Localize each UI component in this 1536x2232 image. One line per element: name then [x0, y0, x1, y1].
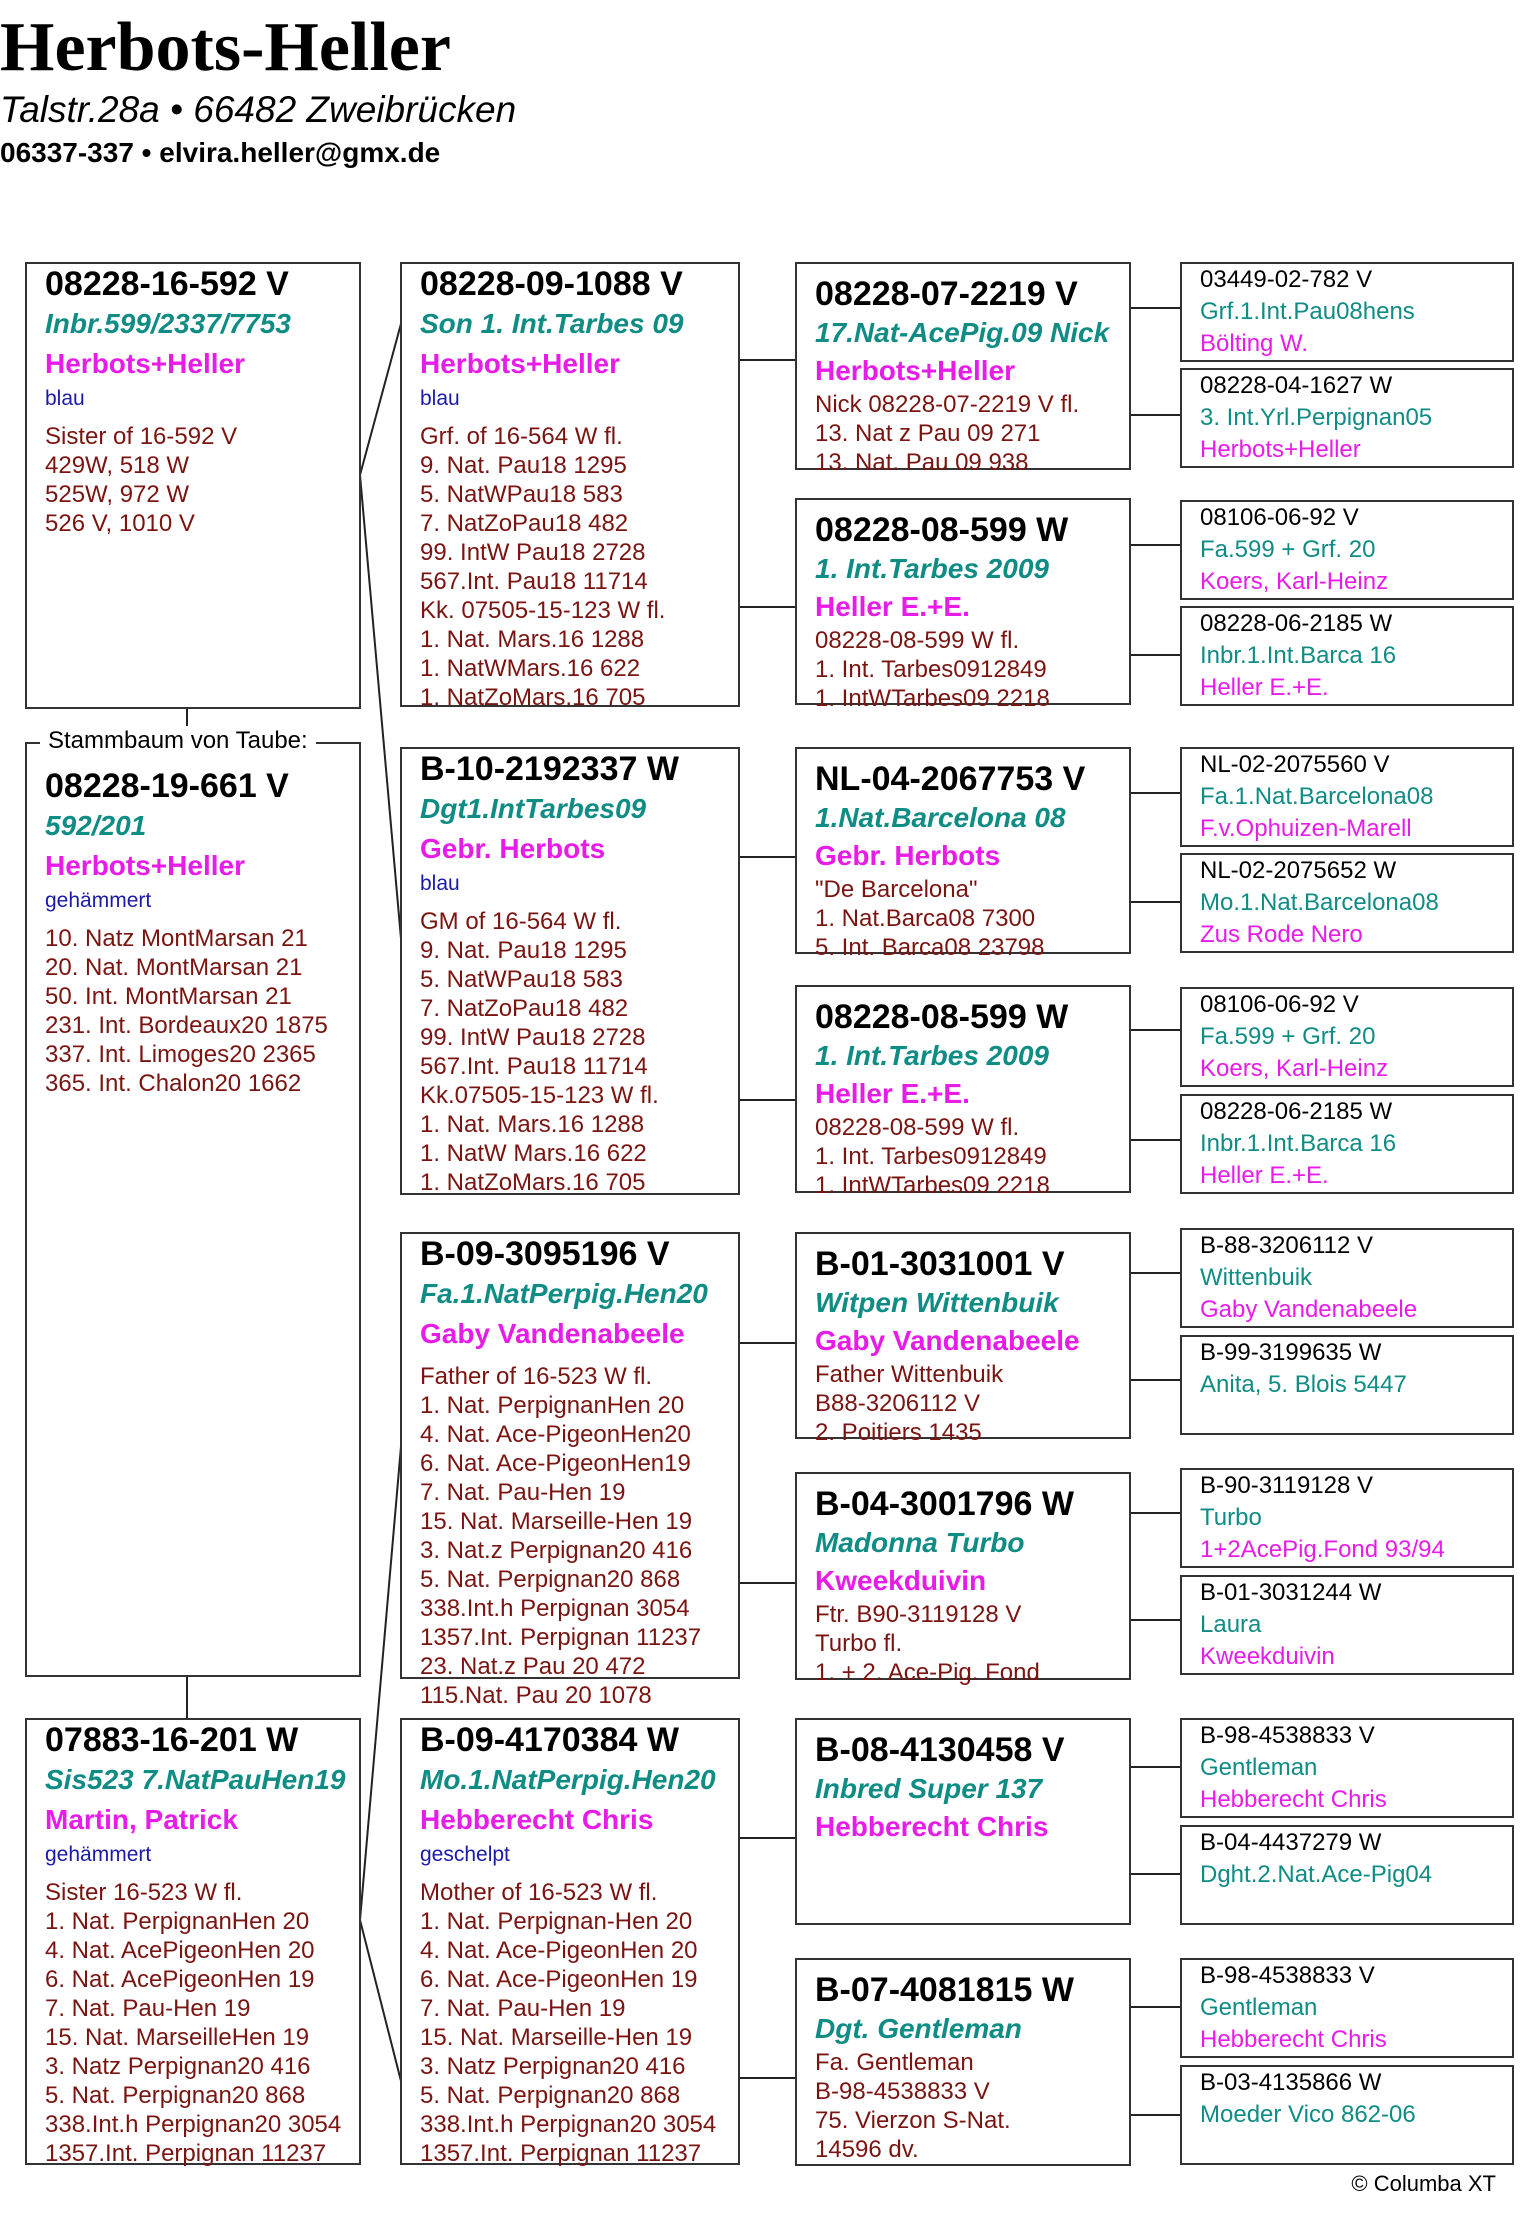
pedigree-note: Fa.1.NatPerpig.Hen20 [420, 1278, 708, 1309]
note-line: 20. Nat. MontMarsan 21 [45, 954, 303, 981]
note-line: 10. Natz MontMarsan 21 [45, 925, 308, 952]
note-line: Kk.07505-15-123 W fl. [420, 1082, 659, 1109]
note-line: 1. Int. Tarbes0912849 [815, 656, 1047, 683]
note-line: Ftr. B90-3119128 V [815, 1601, 1022, 1628]
owner: Herbots+Heller [45, 348, 245, 379]
note-line: 5. Nat. Perpignan20 868 [45, 2082, 306, 2109]
note-line: 1. Nat. Mars.16 1288 [420, 626, 645, 653]
grandparent-card[interactable] [795, 1718, 1131, 1925]
note-line: 337. Int. Limoges20 2365 [45, 1041, 316, 1068]
subject-card[interactable] [25, 742, 361, 1677]
owner: Koers, Karl-Heinz [1200, 1055, 1389, 1082]
note-line: 1. NatZoMars.16 705 [420, 1169, 646, 1196]
pedigree-note: Mo.1.NatPerpig.Hen20 [420, 1764, 716, 1795]
pedigree-note: Dght.2.Nat.Ace-Pig04 [1200, 1861, 1433, 1888]
pedigree-note: Sis523 7.NatPauHen19 [45, 1764, 346, 1795]
ring-number: B-04-4437279 W [1200, 1829, 1382, 1856]
pedigree-note: 17.Nat-AcePig.09 Nick [815, 317, 1110, 348]
owner: Gebr. Herbots [815, 840, 1001, 871]
great-grandparent-card[interactable] [1180, 987, 1514, 1087]
ring-number: NL-04-2067753 V [815, 760, 1086, 798]
note-line: 1. + 2. Ace-Pig. Fond [815, 1659, 1040, 1686]
note-line: 1. Nat. PerpignanHen 20 [420, 1392, 685, 1419]
performance-notes [815, 1360, 1129, 1447]
parent-mother-card[interactable] [400, 747, 740, 1195]
note-line: 23. Nat.z Pau 20 472 [420, 1653, 646, 1680]
great-grandparent-card[interactable] [1180, 1335, 1514, 1435]
owner: Koers, Karl-Heinz [1200, 568, 1389, 595]
great-grandparent-card[interactable] [1180, 368, 1514, 468]
pedigree-note: Madonna Turbo [815, 1527, 1025, 1558]
note-line: 1. IntWTarbes09 2218 [815, 1172, 1050, 1199]
note-line: 5. Nat. Perpignan20 868 [420, 2082, 681, 2109]
note-line: 1357.Int. Perpignan 11237 [420, 2140, 702, 2167]
note-line: 567.Int. Pau18 11714 [420, 1053, 648, 1080]
pedigree-note: Grf.1.Int.Pau08hens [1200, 298, 1415, 325]
owner: Herbots+Heller [420, 348, 620, 379]
note-line: 13. Nat. Pau 09 938 [815, 449, 1029, 476]
performance-notes [815, 626, 1129, 713]
owner: 1+2AcePig.Fond 93/94 [1200, 1536, 1445, 1563]
feather-color: blau [420, 387, 460, 410]
ring-number: 08228-16-592 V [45, 265, 289, 303]
note-line: Grf. of 16-564 W fl. [420, 423, 623, 450]
note-line: Turbo fl. [815, 1630, 903, 1657]
note-line: 115.Nat. Pau 20 1078 [420, 1682, 652, 1709]
pedigree-note: Wittenbuik [1200, 1264, 1313, 1291]
grandparent-card[interactable] [795, 1232, 1131, 1446]
note-line: Fa. Gentleman [815, 2049, 974, 2076]
grandparent-card[interactable] [795, 747, 1131, 961]
great-grandparent-card[interactable] [1180, 853, 1514, 953]
ring-number: B-98-4538833 V [1200, 1962, 1375, 1989]
ring-number: 08228-04-1627 W [1200, 372, 1393, 399]
note-line: Kk. 07505-15-123 W fl. [420, 597, 666, 624]
note-line: 6. Nat. Ace-PigeonHen19 [420, 1450, 691, 1477]
ring-number: B-98-4538833 V [1200, 1722, 1375, 1749]
note-line: 9. Nat. Pau18 1295 [420, 452, 627, 479]
note-line: 338.Int.h Perpignan 3054 [420, 1595, 690, 1622]
note-line: 1. NatZoMars.16 705 [420, 684, 646, 711]
ring-number: B-90-3119128 V [1200, 1472, 1374, 1499]
pedigree-note: Moeder Vico 862-06 [1200, 2101, 1416, 2128]
ring-number: NL-02-2075560 V [1200, 751, 1390, 778]
note-line: 1. Int. Tarbes0912849 [815, 1143, 1047, 1170]
great-grandparent-card[interactable] [1180, 747, 1514, 847]
performance-notes [815, 1600, 1129, 1687]
note-line: 4. Nat. Ace-PigeonHen20 [420, 1421, 691, 1448]
note-line: 231. Int. Bordeaux20 1875 [45, 1012, 328, 1039]
note-line: 15. Nat. Marseille-Hen 19 [420, 1508, 693, 1535]
ring-number: 08228-06-2185 W [1200, 1098, 1393, 1125]
owner: Gaby Vandenabeele [1200, 1296, 1418, 1323]
pedigree-note: 3. Int.Yrl.Perpignan05 [1200, 404, 1433, 431]
ring-number: 08228-19-661 V [45, 767, 289, 805]
sibling-top-card[interactable] [25, 262, 361, 709]
pedigree-note: 1.Nat.Barcelona 08 [815, 802, 1066, 833]
performance-notes [45, 422, 359, 538]
ring-number: B-01-3031001 V [815, 1245, 1065, 1283]
note-line: 1. NatWMars.16 622 [420, 655, 641, 682]
ring-number: 03449-02-782 V [1200, 266, 1373, 293]
grandparent-card[interactable] [795, 262, 1131, 476]
note-line: Father Wittenbuik [815, 1361, 1004, 1388]
note-line: 1. Nat.Barca08 7300 [815, 905, 1036, 932]
ring-number: B-09-3095196 V [420, 1235, 670, 1273]
note-line: 338.Int.h Perpignan20 3054 [45, 2111, 342, 2138]
great-grandparent-card[interactable] [1180, 1958, 1514, 2058]
note-line: Mother of 16-523 W fl. [420, 1879, 658, 1906]
note-line: 5. NatWPau18 583 [420, 481, 623, 508]
note-line: 6. Nat. AcePigeonHen 19 [45, 1966, 315, 1993]
connector-line [360, 1435, 402, 1920]
note-line: 7. Nat. Pau-Hen 19 [420, 1995, 626, 2022]
parent-father-card[interactable] [400, 262, 740, 711]
pedigree-note: Dgt1.IntTarbes09 [420, 793, 647, 824]
pedigree-note: Inbr.599/2337/7753 [45, 308, 291, 339]
ring-number: 08106-06-92 V [1200, 504, 1359, 531]
owner: Herbots+Heller [45, 850, 245, 881]
note-line: 525W, 972 W [45, 481, 190, 508]
ring-number: B-07-4081815 W [815, 1971, 1074, 2009]
note-line: 5. NatWPau18 583 [420, 966, 623, 993]
connector-line [360, 1920, 402, 2085]
performance-notes [45, 924, 359, 1098]
pedigree-note: Inbr.1.Int.Barca 16 [1200, 1130, 1397, 1157]
great-grandparent-card[interactable] [1180, 1228, 1514, 1328]
ring-number: B-88-3206112 V [1200, 1232, 1374, 1259]
pedigree-note: Inbred Super 137 [815, 1773, 1043, 1804]
owner: Martin, Patrick [45, 1804, 238, 1835]
owner: Herbots+Heller [815, 355, 1015, 386]
note-line: 08228-08-599 W fl. [815, 627, 1020, 654]
performance-notes [45, 1878, 359, 2168]
ring-number: 08228-09-1088 V [420, 265, 683, 303]
sibling-bottom-card[interactable] [25, 1718, 361, 2165]
owner: Herbots+Heller [1200, 436, 1361, 463]
owner: Hebberecht Chris [420, 1804, 654, 1835]
great-grandparent-card[interactable] [1180, 500, 1514, 600]
pedigree-note: Inbr.1.Int.Barca 16 [1200, 642, 1397, 669]
owner: Heller E.+E. [815, 591, 970, 622]
pedigree-note: Anita, 5. Blois 5447 [1200, 1371, 1407, 1398]
feather-color: gehämmert [45, 1843, 152, 1866]
note-line: 9. Nat. Pau18 1295 [420, 937, 627, 964]
grandparent-card[interactable] [795, 498, 1131, 712]
pedigree-note: Son 1. Int.Tarbes 09 [420, 308, 684, 339]
great-grandparent-card[interactable] [1180, 262, 1514, 362]
pedigree-note: Turbo [1200, 1504, 1262, 1531]
note-line: 75. Vierzon S-Nat. [815, 2107, 1011, 2134]
note-line: Sister 16-523 W fl. [45, 1879, 243, 1906]
note-line: GM of 16-564 W fl. [420, 908, 622, 935]
ring-number: B-01-3031244 W [1200, 1579, 1382, 1606]
note-line: 1357.Int. Perpignan 11237 [420, 1624, 702, 1651]
grandparent-card[interactable] [795, 1958, 1131, 2166]
pedigree-note: Dgt. Gentleman [815, 2013, 1022, 2044]
performance-notes [420, 1362, 738, 1710]
note-line: 3. Natz Perpignan20 416 [420, 2053, 686, 2080]
note-line: 3. Natz Perpignan20 416 [45, 2053, 311, 2080]
owner: Heller E.+E. [815, 1078, 970, 1109]
note-line: 5. Nat. Perpignan20 868 [420, 1566, 681, 1593]
great-grandparent-card[interactable] [1180, 1825, 1514, 1925]
note-line: 50. Int. MontMarsan 21 [45, 983, 292, 1010]
note-line: 3. Nat.z Perpignan20 416 [420, 1537, 693, 1564]
note-line: B-98-4538833 V [815, 2078, 990, 2105]
pedigree-note: 1. Int.Tarbes 2009 [815, 553, 1049, 584]
great-grandparent-card[interactable] [1180, 2065, 1514, 2165]
feather-color: blau [45, 387, 85, 410]
ring-number: 08228-08-599 W [815, 998, 1069, 1036]
ring-number: 08106-06-92 V [1200, 991, 1359, 1018]
note-line: 7. Nat. Pau-Hen 19 [420, 1479, 626, 1506]
note-line: 6. Nat. Ace-PigeonHen 19 [420, 1966, 698, 1993]
note-line: B88-3206112 V [815, 1390, 981, 1417]
note-line: 365. Int. Chalon20 1662 [45, 1070, 302, 1097]
connector-line [360, 320, 402, 475]
ring-number: B-03-4135866 W [1200, 2069, 1382, 2096]
footer-copyright: © Columba XT [1351, 2171, 1496, 2196]
pedigree-note: Mo.1.Nat.Barcelona08 [1200, 889, 1439, 916]
owner: Kweekduivin [1200, 1643, 1335, 1670]
stammbaum-label: Stammbaum von Taube: [40, 726, 316, 756]
note-line: 1. Nat. Perpignan-Hen 20 [420, 1908, 693, 1935]
pedigree-note: 592/201 [45, 810, 147, 841]
pedigree-note: Witpen Wittenbuik [815, 1287, 1059, 1318]
owner: Heller E.+E. [1200, 1162, 1329, 1189]
pedigree-note: 1. Int.Tarbes 2009 [815, 1040, 1049, 1071]
address: Talstr.28a • 66482 Zweibrücken [0, 89, 517, 130]
owner: Zus Rode Nero [1200, 921, 1363, 948]
owner: Gaby Vandenabeele [420, 1318, 685, 1349]
note-line: 1. NatW Mars.16 622 [420, 1140, 647, 1167]
ring-number: NL-02-2075652 W [1200, 857, 1397, 884]
performance-notes [420, 1878, 738, 2168]
owner: Hebberecht Chris [1200, 1786, 1387, 1813]
note-line: 15. Nat. Marseille-Hen 19 [420, 2024, 693, 2051]
note-line: 338.Int.h Perpignan20 3054 [420, 2111, 717, 2138]
owner: Gebr. Herbots [420, 833, 606, 864]
parent-sire-card[interactable] [400, 1232, 740, 1709]
note-line: 7. NatZoPau18 482 [420, 995, 629, 1022]
grandparent-card[interactable] [795, 985, 1131, 1199]
contact-info: 06337-337 • elvira.heller@gmx.de [0, 137, 441, 168]
pedigree-note: Laura [1200, 1611, 1262, 1638]
ring-number: B-04-3001796 W [815, 1485, 1074, 1523]
owner: F.v.Ophuizen-Marell [1200, 815, 1412, 842]
performance-notes [815, 2048, 1129, 2164]
great-grandparent-card[interactable] [1180, 1575, 1514, 1675]
great-grandparent-card[interactable] [1180, 1094, 1514, 1194]
ring-number: 08228-07-2219 V [815, 275, 1078, 313]
parent-dam-card[interactable] [400, 1718, 740, 2165]
note-line: 4. Nat. Ace-PigeonHen 20 [420, 1937, 698, 1964]
page-title: Herbots-Heller [0, 9, 451, 86]
note-line: "De Barcelona" [815, 876, 978, 903]
note-line: 13. Nat z Pau 09 271 [815, 420, 1041, 447]
performance-notes [420, 907, 738, 1197]
connector-line [360, 475, 402, 950]
ring-number: B-10-2192337 W [420, 750, 679, 788]
note-line: 7. NatZoPau18 482 [420, 510, 629, 537]
pedigree-note: Gentleman [1200, 1994, 1318, 2021]
feather-color: gehämmert [45, 889, 152, 912]
note-line: Sister of 16-592 V [45, 423, 238, 450]
feather-color: blau [420, 872, 460, 895]
ring-number: 08228-08-599 W [815, 511, 1069, 549]
owner: Bölting W. [1200, 330, 1309, 357]
performance-notes [815, 1113, 1129, 1200]
great-grandparent-card[interactable] [1180, 1468, 1514, 1568]
note-line: 7. Nat. Pau-Hen 19 [45, 1995, 251, 2022]
performance-notes [420, 422, 738, 712]
note-line: 1357.Int. Perpignan 11237 [45, 2140, 327, 2167]
ring-number: B-09-4170384 W [420, 1721, 679, 1759]
great-grandparent-card[interactable] [1180, 1718, 1514, 1818]
grandparent-card[interactable] [795, 1472, 1131, 1686]
ring-number: 08228-06-2185 W [1200, 610, 1393, 637]
performance-notes [815, 875, 1129, 962]
note-line: 526 V, 1010 V [45, 510, 195, 537]
note-line: 14596 dv. [815, 2136, 919, 2163]
ring-number: 07883-16-201 W [45, 1721, 299, 1759]
great-grandparent-card[interactable] [1180, 606, 1514, 706]
owner: Hebberecht Chris [815, 1811, 1049, 1842]
note-line: Father of 16-523 W fl. [420, 1363, 653, 1390]
note-line: 4. Nat. AcePigeonHen 20 [45, 1937, 315, 1964]
note-line: Nick 08228-07-2219 V fl. [815, 391, 1080, 418]
owner: Gaby Vandenabeele [815, 1325, 1080, 1356]
pedigree-note: Fa.1.Nat.Barcelona08 [1200, 783, 1434, 810]
note-line: 99. IntW Pau18 2728 [420, 539, 646, 566]
note-line: 567.Int. Pau18 11714 [420, 568, 648, 595]
pedigree-note: Gentleman [1200, 1754, 1318, 1781]
owner: Kweekduivin [815, 1565, 987, 1596]
note-line: 1. Nat. Mars.16 1288 [420, 1111, 645, 1138]
note-line: 5. Int. Barca08 23798 [815, 934, 1045, 961]
ring-number: B-99-3199635 W [1200, 1339, 1382, 1366]
note-line: 2. Poitiers 1435 [815, 1419, 982, 1446]
note-line: 99. IntW Pau18 2728 [420, 1024, 646, 1051]
feather-color: geschelpt [420, 1843, 510, 1866]
performance-notes [815, 390, 1129, 477]
note-line: 429W, 518 W [45, 452, 190, 479]
pedigree-note: Fa.599 + Grf. 20 [1200, 1023, 1376, 1050]
owner: Heller E.+E. [1200, 674, 1329, 701]
note-line: 08228-08-599 W fl. [815, 1114, 1020, 1141]
note-line: 1. IntWTarbes09 2218 [815, 685, 1050, 712]
note-line: 15. Nat. MarseilleHen 19 [45, 2024, 310, 2051]
owner: Hebberecht Chris [1200, 2026, 1387, 2053]
note-line: 1. Nat. PerpignanHen 20 [45, 1908, 310, 1935]
pedigree-note: Fa.599 + Grf. 20 [1200, 536, 1376, 563]
ring-number: B-08-4130458 V [815, 1731, 1065, 1769]
